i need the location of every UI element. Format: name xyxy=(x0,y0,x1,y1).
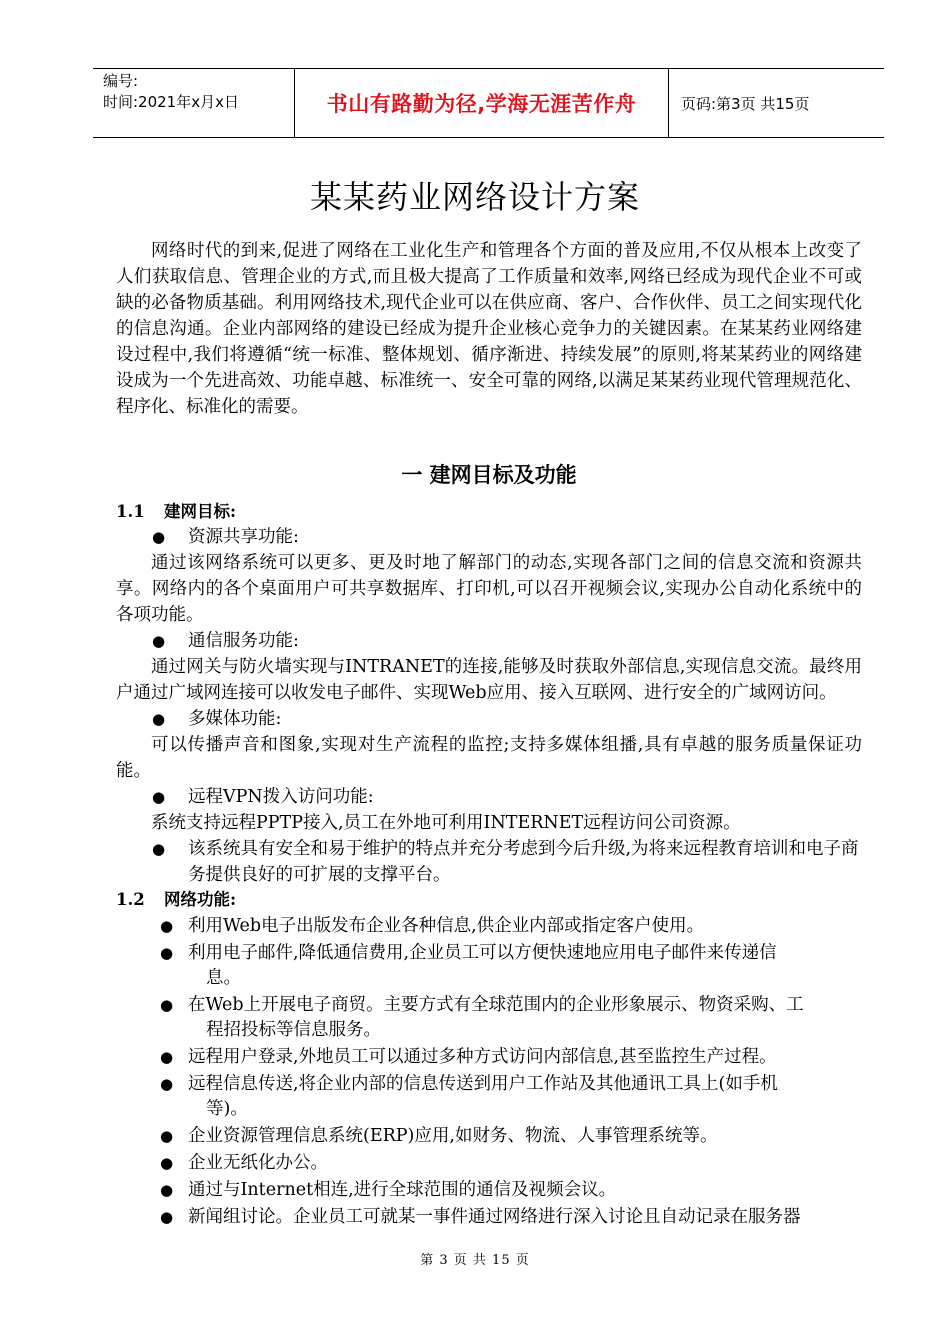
list-item-body: 通过网关与防火墙实现与INTRANET的连接,能够及时获取外部信息,实现信息交流。最终用户通过广域网连接可以收发电子邮件、实现Web应用、接入互联网、进行安全的广域网访问。 xyxy=(116,657,862,703)
document-body xyxy=(116,238,862,1230)
list-item-body: 系统支持远程PPTP接入,员工在外地可利用INTERNET远程访问公司资源。 xyxy=(151,813,741,833)
list-item: ● 远程用户登录,外地员工可以通过多种方式访问内部信息,甚至监控生产过程。 xyxy=(116,1045,862,1070)
header-page-code: 页码:第3页 共15页 xyxy=(681,94,810,113)
list-item: ● 远程信息传送,将企业内部的信息传送到用户工作站及其他通讯工具上(如手机 等)。 xyxy=(160,1074,778,1119)
doc-time: 时间:2021年x月x日 xyxy=(103,93,239,111)
list-item: ● 在Web上开展电子商贸。主要方式有全球范围内的企业形象展示、物资采购、工 程招投标等信息服务。 xyxy=(160,995,804,1040)
bullet-icon: ● xyxy=(152,840,166,858)
bullet-icon: ● xyxy=(160,1181,174,1199)
header-motto-cell xyxy=(295,69,669,137)
bullet-icon: ● xyxy=(152,788,166,806)
list-item: ● 利用电子邮件,降低通信费用,企业员工可以方便快速地应用电子邮件来传递信 息。 xyxy=(160,943,777,988)
intro-paragraph: 网络时代的到来,促进了网络在工业化生产和管理各个方面的普及应用,不仅从根本上改变了人们获取信息、管理企业的方式,而且极大提高了工作质量和效率,网络已经成为现代企业不可或缺的必备物质基础。利用网络技术,现代企业可以在供应商、客户、合作伙伴、员工之间实现代化的信息沟通。企业内部网络的建设已经成为提升企业核心竞争力的关键因素。在某某药业网络建设过程中,我们将遵循“统一标准、整体规划、循序渐进、持续发展”的原则,将某某药业的网络建设成为一个先进高效、功能卓越、标准统一、安全可靠的网络,以满足某某药业现代管理规范化、程序化、标准化的需要。 xyxy=(116,241,862,417)
list-item: ● 该系统具有安全和易于维护的特点并充分考虑到今后升级,为将来远程教育培训和电子商务提供良好的可扩展的支撑平台。 xyxy=(116,836,862,888)
list-item: ● 企业无纸化办公。 xyxy=(116,1151,862,1176)
list-item: ● 新闻组讨论。企业员工可就某一事件通过网络进行深入讨论且自动记录在服务器 xyxy=(116,1205,862,1230)
subsection-1-2-heading xyxy=(116,888,862,912)
bullet-icon: ● xyxy=(160,1048,174,1066)
bullet-icon: ● xyxy=(152,632,166,650)
page-footer: 第 3 页 共 15 页 xyxy=(420,1253,530,1268)
subsection-title: 建网目标: xyxy=(164,502,237,521)
bullet-icon: ● xyxy=(160,944,174,962)
subsection-number: 1.2 xyxy=(116,890,145,909)
list-item: ● 通信服务功能: xyxy=(116,628,862,654)
document-title: 某某药业网络设计方案 xyxy=(309,178,640,216)
bullet-icon: ● xyxy=(160,996,174,1014)
section-heading-1: 一 建网目标及功能 xyxy=(401,463,577,487)
list-item: ● 企业资源管理信息系统(ERP)应用,如财务、物流、人事管理系统等。 xyxy=(116,1124,862,1149)
page-header xyxy=(93,68,884,138)
subsection-number: 1.1 xyxy=(116,502,145,521)
list-item-body: 可以传播声音和图象,实现对生产流程的监控;支持多媒体组播,具有卓越的服务质量保证功能。 xyxy=(116,735,862,781)
doc-number-label: 编号: xyxy=(103,72,139,90)
bullet-icon: ● xyxy=(160,917,174,935)
list-item: ● 利用Web电子出版发布企业各种信息,供企业内部或指定客户使用。 xyxy=(116,914,862,939)
header-motto: 书山有路勤为径,学海无涯苦作舟 xyxy=(326,92,637,116)
subsection-1-1-heading xyxy=(116,500,862,524)
header-page-code-cell xyxy=(669,69,884,137)
bullet-icon: ● xyxy=(160,1127,174,1145)
list-item-body: 通过该网络系统可以更多、更及时地了解部门的动态,实现各部门之间的信息交流和资源共享。网络内的各个桌面用户可共享数据库、打印机,可以召开视频会议,实现办公自动化系统中的各项功能。 xyxy=(116,553,862,625)
list-item: ● 远程VPN拨入访问功能: xyxy=(116,784,862,810)
list-item: ● 通过与Internet相连,进行全球范围的通信及视频会议。 xyxy=(116,1178,862,1203)
bullet-icon: ● xyxy=(160,1154,174,1172)
bullet-icon: ● xyxy=(152,528,166,546)
bullet-icon: ● xyxy=(160,1075,174,1093)
header-meta xyxy=(93,69,295,137)
bullet-icon: ● xyxy=(152,710,166,728)
list-item: ● 多媒体功能: xyxy=(116,706,862,732)
subsection-title: 网络功能: xyxy=(164,890,237,909)
bullet-icon: ● xyxy=(160,1208,174,1226)
list-item: ● 资源共享功能: xyxy=(116,524,862,550)
